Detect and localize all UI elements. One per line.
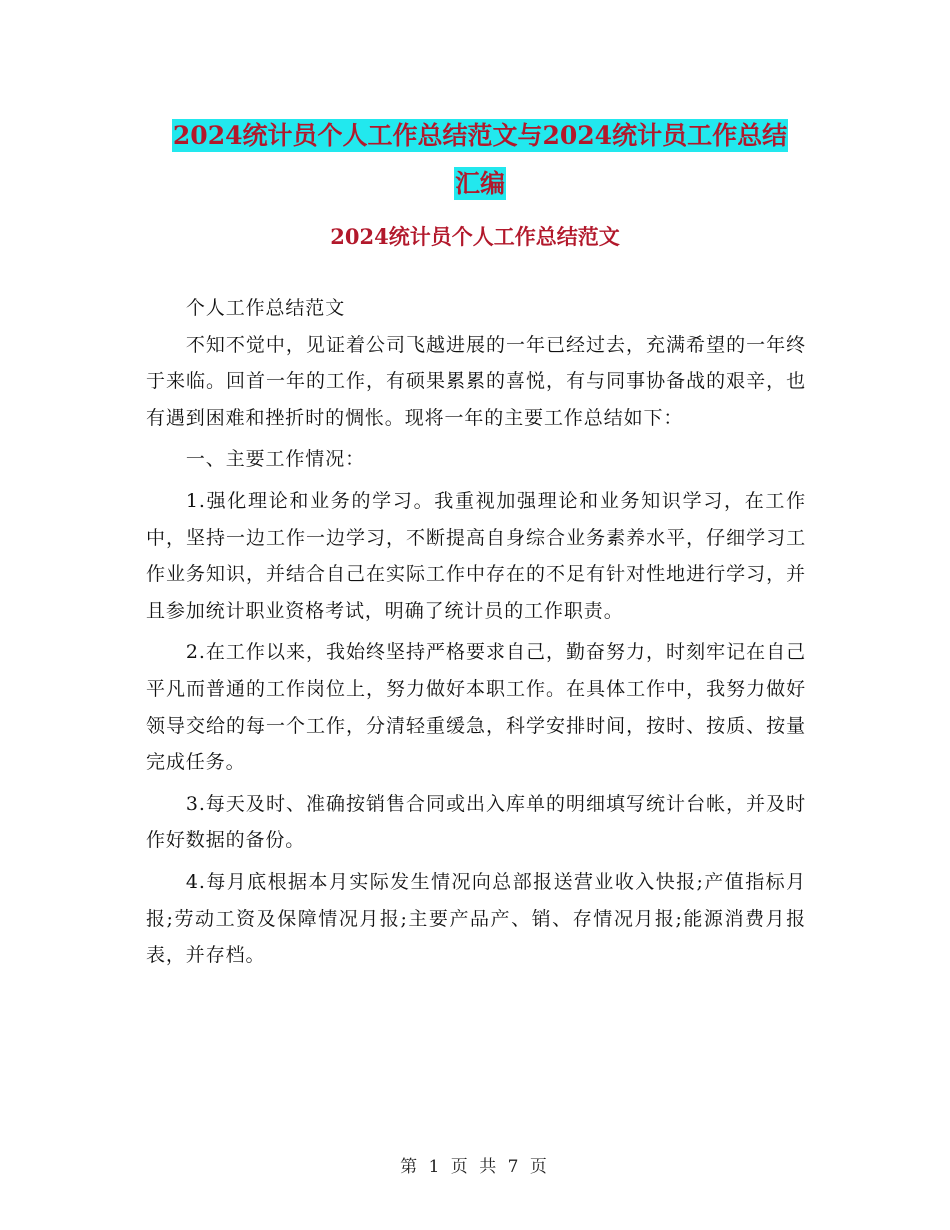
page-footer: 第 1 页 共 7 页 — [400, 1157, 550, 1177]
paragraph-item-4: 4.每月底根据本月实际发生情况向总部报送营业收入快报;产值指标月报;劳动工资及保障情况月报;主要产品产、销、存情况月报;能源消费月报表，并存档。 — [146, 870, 806, 967]
paragraph-section-heading: 一、主要工作情况： — [185, 448, 365, 471]
document-title — [150, 112, 810, 208]
title-line-1: 2024统计员个人工作总结范文与2024统计员工作总结 — [172, 121, 788, 150]
paragraph-item-2: 2.在工作以来，我始终坚持严格要求自己，勤奋努力，时刻牢记在自己平凡而普通的工作岗位上，努力做好本职工作。在具体工作中，我努力做好领导交给的每一个工作，分清轻重缓急，科学安排时间，按时、按质、按量完成任务。 — [146, 641, 806, 774]
document-body — [146, 290, 806, 974]
paragraph-item-1: 1.强化理论和业务的学习。我重视加强理论和业务知识学习，在工作中，坚持一边工作一边学习，不断提高自身综合业务素养水平，仔细学习工作业务知识，并结合自己在实际工作中存在的不足有针对性地进行学习，并且参加统计职业资格考试，明确了统计员的工作职责。 — [146, 489, 806, 622]
title-line-2: 汇编 — [454, 169, 505, 198]
paragraph-opening: 不知不觉中，见证着公司飞越进展的一年已经过去，充满希望的一年终于来临。回首一年的工作，有硕果累累的喜悦，有与同事协备战的艰辛，也有遇到困难和挫折时的惆怅。现将一年的主要工作总结如下： — [146, 333, 806, 429]
paragraph-intro-heading: 个人工作总结范文 — [185, 297, 346, 319]
section-subtitle: 2024统计员个人工作总结范文 — [330, 224, 620, 249]
paragraph-item-3: 3.每天及时、准确按销售合同或出入库单的明细填写统计台帐，并及时作好数据的备份。 — [146, 792, 806, 852]
